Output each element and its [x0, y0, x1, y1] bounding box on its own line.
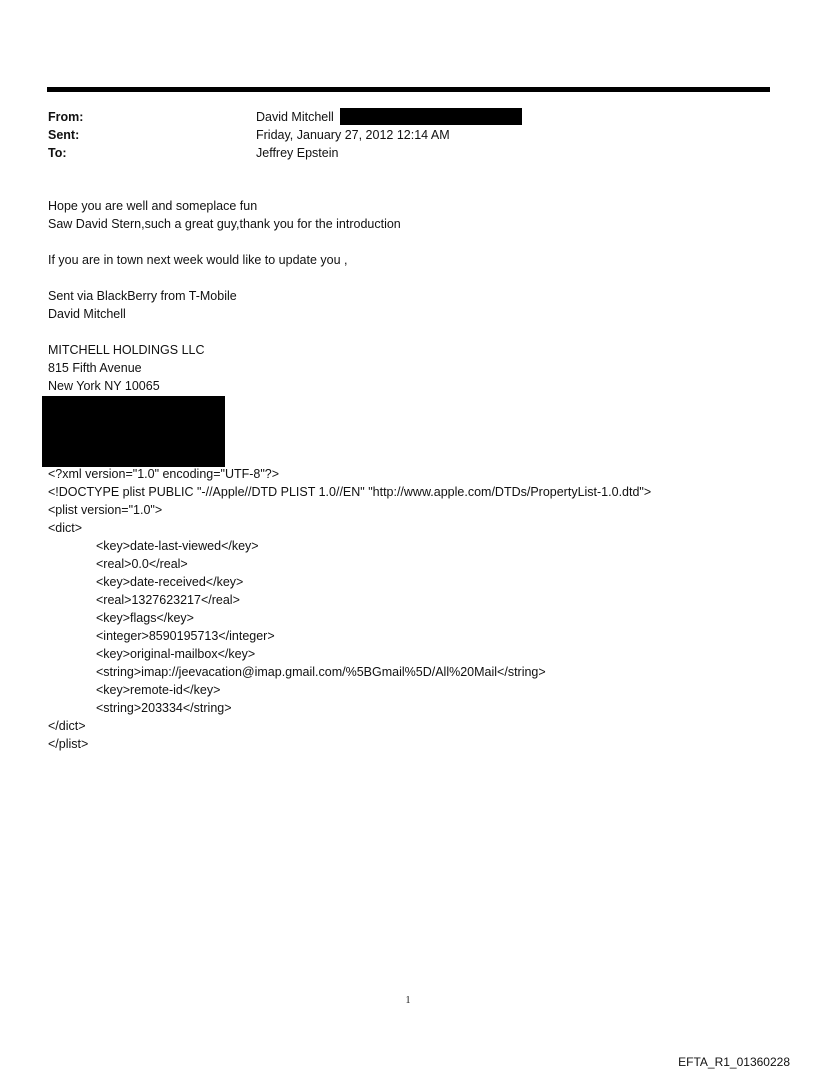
body-line: David Mitchell [48, 307, 126, 321]
redaction-block-signature [42, 396, 225, 467]
header-row-from [48, 108, 768, 126]
xml-line: <string>imap://jeevacation@imap.gmail.com/%5BGmail%5D/All%20Mail</string> [96, 665, 546, 679]
body-paragraph [48, 197, 768, 233]
email-header [48, 108, 768, 162]
body-line: If you are in town next week would like to update you , [48, 253, 348, 267]
body-line: New York NY 10065 [48, 379, 160, 393]
xml-line: <real>0.0</real> [96, 557, 188, 571]
to-value: Jeffrey Epstein [256, 146, 339, 160]
body-paragraph [48, 251, 768, 269]
plist-metadata-block [48, 465, 768, 753]
from-value: David Mitchell [256, 110, 334, 124]
xml-line: <key>remote-id</key> [96, 683, 221, 697]
body-paragraph [48, 341, 768, 395]
page-number: 1 [405, 995, 411, 1006]
header-row-to [48, 144, 768, 162]
from-value-wrap [256, 108, 522, 126]
xml-line: <dict> [48, 521, 83, 535]
xml-line: <!DOCTYPE plist PUBLIC "-//Apple//DTD PLIST 1.0//EN" "http://www.apple.com/DTDs/PropertyList-1.0.dtd"> [48, 485, 652, 499]
xml-line: <?xml version="1.0" encoding="UTF-8"?> [48, 467, 280, 481]
xml-line: </dict> [48, 719, 86, 733]
header-row-sent [48, 126, 768, 144]
xml-line: <string>203334</string> [96, 701, 232, 715]
xml-line: <key>date-received</key> [96, 575, 244, 589]
body-paragraph [48, 287, 768, 323]
xml-line: <key>flags</key> [96, 611, 194, 625]
to-label: To: [48, 146, 67, 160]
xml-line: <key>date-last-viewed</key> [96, 539, 259, 553]
bates-number: EFTA_R1_01360228 [678, 1055, 790, 1069]
body-line: Hope you are well and someplace fun [48, 199, 258, 213]
xml-line: <plist version="1.0"> [48, 503, 163, 517]
email-body [48, 197, 768, 413]
xml-line: </plist> [48, 737, 89, 751]
body-line: MITCHELL HOLDINGS LLC [48, 343, 205, 357]
sent-label: Sent: [48, 128, 80, 142]
body-line: Saw David Stern,such a great guy,thank you for the introduction [48, 217, 401, 231]
from-label: From: [48, 110, 84, 124]
body-line: 815 Fifth Avenue [48, 361, 142, 375]
xml-line: <real>1327623217</real> [96, 593, 240, 607]
body-line: Sent via BlackBerry from T-Mobile [48, 289, 237, 303]
redaction-bar-email [340, 108, 522, 125]
xml-line: <key>original-mailbox</key> [96, 647, 256, 661]
top-divider-rule [47, 87, 770, 92]
xml-line: <integer>8590195713</integer> [96, 629, 275, 643]
sent-value: Friday, January 27, 2012 12:14 AM [256, 128, 450, 142]
